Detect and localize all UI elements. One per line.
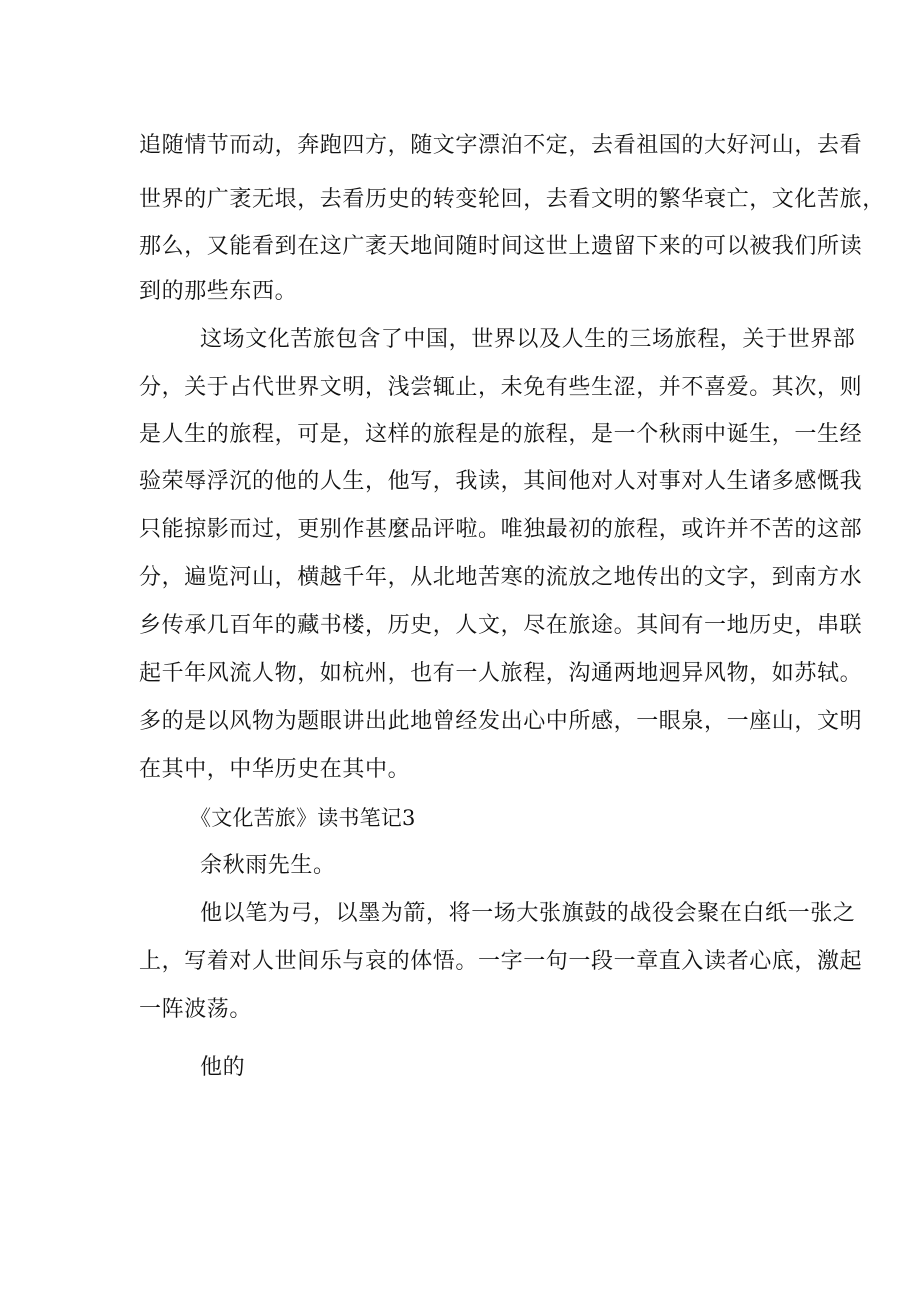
paragraph-2-line-9: 多的是以风物为题眼讲出此地曾经发出心中所感，一眼泉，一座山，文明 xyxy=(139,709,863,734)
paragraph-2-line-5: 只能掠影而过，更别作甚麼品评啦。唯独最初的旅程，或许并不苦的这部 xyxy=(139,517,863,542)
paragraph-2-line-6: 分，遍览河山，横越千年，从北地苦寒的流放之地传出的文字，到南方水 xyxy=(139,565,863,590)
paragraph-1-line-4: 到的那些东西。 xyxy=(139,279,298,304)
paragraph-2-line-10: 在其中，中华历史在其中。 xyxy=(139,757,411,782)
paragraph-2-line-7: 乡传承几百年的藏书楼，历史，人文，尽在旅途。其间有一地历史，串联 xyxy=(139,613,863,638)
paragraph-2-line-4: 验荣辱浮沉的他的人生，他写，我读，其间他对人对事对人生诸多感慨我 xyxy=(139,469,863,494)
section-heading: 《文化苦旅》读书笔记3 xyxy=(190,806,416,830)
paragraph-5-line-1: 他以笔为弓，以墨为箭，将一场大张旗鼓的战役会聚在白纸一张之 xyxy=(200,901,856,926)
paragraph-1-line-1: 追随情节而动，奔跑四方，随文字漂泊不定，去看祖国的大好河山，去看 xyxy=(139,133,863,158)
paragraph-1-line-3: 那么，又能看到在这广袤天地间随时间这世上遗留下来的可以被我们所读 xyxy=(139,234,863,259)
paragraph-2-line-8: 起千年风流人物，如杭州，也有一人旅程，沟通两地迥异风物，如苏轼。 xyxy=(139,661,863,686)
paragraph-1-line-2: 世界的广袤无垠，去看历史的转变轮回，去看文明的繁华衰亡，文化苦旅， xyxy=(139,187,885,212)
author-line: 余秋雨先生。 xyxy=(200,853,336,878)
paragraph-2-line-2: 分，关于占代世界文明，浅尝辄止，未免有些生涩，并不喜爱。其次，则 xyxy=(139,375,863,400)
paragraph-5-line-3: 一阵波荡。 xyxy=(139,997,253,1022)
paragraph-2-line-1: 这场文化苦旅包含了中国，世界以及人生的三场旅程，关于世界部 xyxy=(200,327,856,352)
paragraph-2-line-3: 是人生的旅程，可是，这样的旅程是的旅程，是一个秋雨中诞生，一生经 xyxy=(139,422,863,447)
paragraph-6-line-1: 他的 xyxy=(200,1055,246,1080)
paragraph-5-line-2: 上，写着对人世间乐与哀的体悟。一字一句一段一章直入读者心底，激起 xyxy=(139,949,863,974)
